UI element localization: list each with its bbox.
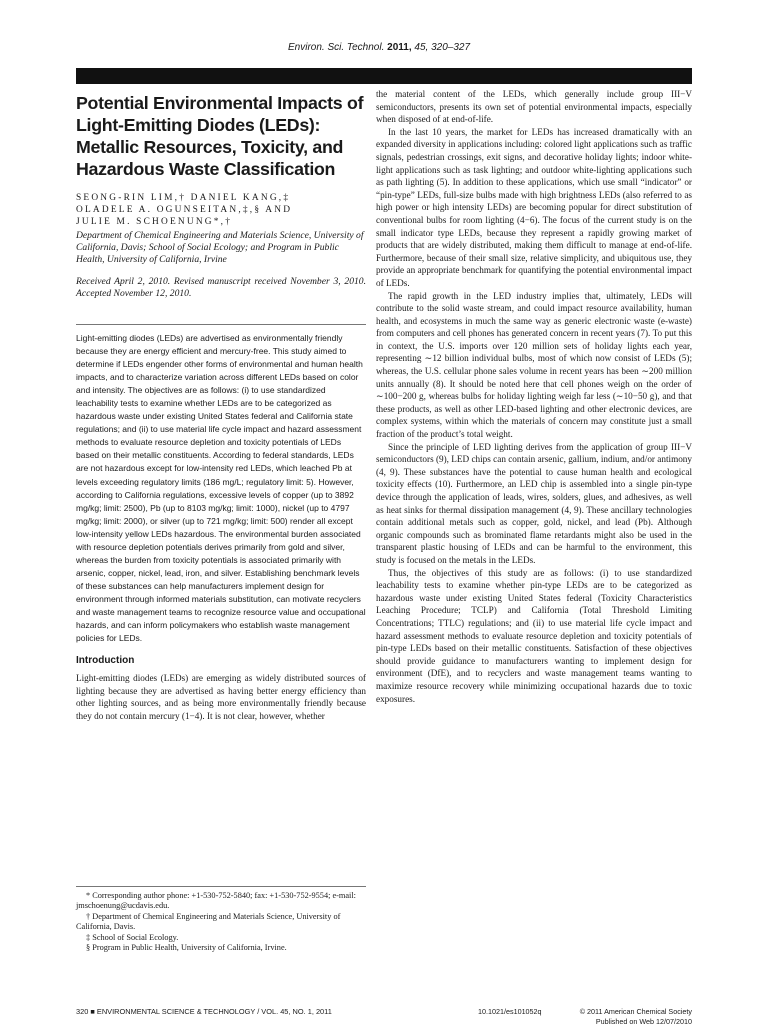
journal-name: Environ. Sci. Technol.	[288, 42, 385, 53]
footer-copyright: © 2011 American Chemical Society	[579, 1007, 692, 1016]
footer-journal-info: 320 ■ ENVIRONMENTAL SCIENCE & TECHNOLOGY / VOL. 45, NO. 1, 2011	[76, 1007, 332, 1016]
header-bar	[76, 68, 692, 84]
journal-citation	[288, 42, 470, 53]
paragraph: Light-emitting diodes (LEDs) are emerging as widely distributed sources of lighting because they are advertised as having better energy efficiency than other lighting sources, and as being more environmentally friendly because they do not contain mercury (1−4). It is not clear, however, whether	[76, 673, 366, 721]
journal-volume: 45,	[414, 42, 429, 53]
author-line: JULIE M. SCHOENUNG*,†	[76, 217, 233, 227]
abstract	[76, 332, 366, 645]
paragraph: the material content of the LEDs, which generally include group III−V semiconductors, presents its own set of potential environmental impacts, especially when disposed of at end-of-life.	[376, 89, 692, 125]
footnote-ddagger: ‡ School of Social Ecology.	[86, 932, 179, 942]
footnote-corresponding: * Corresponding author phone: +1-530-752-5840; fax: +1-530-752-9554; e-mail: jmschoenung@ucdavis.edu.	[76, 891, 356, 911]
footnote-section: § Program in Public Health, University of California, Irvine.	[86, 943, 287, 953]
footnotes	[76, 886, 366, 953]
author-list	[76, 192, 366, 228]
paragraph: Since the principle of LED lighting derives from the application of group III−V semiconductors (9), LED chips can contain arsenic, gallium, indium, and/or antimony (4, 9). These substances have the potential to cause human health and ecological toxicity effects (10). Furthermore, an LED chip is assembled into a single pin-type device through the application of leads, wires, solders, glues, and adhesives, as well as heat sinks for thermal dissipation management (4, 9). These ancillary technologies contain additional metals such as copper, gold, nickel, and lead (Pb). Although organic compounds such as brominated flame retardants might also be used in the transparent plastic housing of LEDs and can be harmful to the environment, this study is focused on the metals in the LEDs.	[376, 441, 692, 565]
article-title: Potential Environmental Impacts of Light-Emitting Diodes (LEDs): Metallic Resources, Toxicity, and Hazardous Waste Classification	[76, 93, 364, 179]
section-heading-introduction: Introduction	[76, 655, 135, 667]
footnote-dagger: † Department of Chemical Engineering and Materials Science, University of California, Davis.	[76, 911, 341, 932]
paragraph: The rapid growth in the LED industry implies that, ultimately, LEDs will contribute to the solid waste stream, and could impact resource availability, human health, and ecosystems in much the same way as generic electronic waste (e-waste) from computers and cell phones has generated concern in recent years (7). To put this in context, the U.S. imports over 120 million sets of holiday lights each year, representing ∼12 billion individual bulbs, most of which now consist of LEDs (5); whereas, the U.S. cellular phone sales volume in recent years has been ∼200 million units annually (8). It should be noted here that cell phones weigh on the order of ∼100−200 g, whereas bulbs for holiday lighting weigh far less (∼10−50 g), and that these products, as well as other LED-based lighting and other electronic devices, are complex systems, within which the materials of concern may constitute just a small fraction of the product’s total weight.	[376, 290, 692, 440]
received-dates: Received April 2, 2010. Revised manuscript received November 3, 2010. Accepted November 12, 2010.	[76, 276, 366, 299]
author-line: OLADELE A. OGUNSEITAN,‡,§ AND	[76, 205, 293, 215]
journal-pages: 320–327	[431, 42, 471, 53]
affiliation: Department of Chemical Engineering and Materials Science, University of California, Davis; School of Social Ecology; and Program in Public Health, University of California, Irvine	[76, 230, 364, 265]
left-column	[76, 92, 366, 723]
paragraph: In the last 10 years, the market for LEDs has increased dramatically with an expanded diversity in applications including: colored light applications such as traffic signals, pedestrian crossings, exit signs, and decorative holiday lights; indoor white-light applications such as task lighting; and outdoor white-lighting applications such as path lighting (5). In addition to these applications, which use small “indicator” or “pin-type” LEDs, full-size bulbs made with high brightness LEDs (also referred to as high power or high intensity LEDs) are becoming popular for direct substitution of conventional bulbs for room lighting (4−6). The focus of the current study is on the small indicator type LEDs, because they represent a rapidly growing market of products that are widely distributed, making them difficult to manage at end-of-life. Furthermore, because of their small size, relative simplicity, and ubiquitous use, they provide an appropriate benchmark for quantifying the potential environmental impact of LEDs.	[376, 126, 692, 288]
abstract-text: Light-emitting diodes (LEDs) are advertised as environmentally friendly because they are energy efficient and mercury-free. This study aimed to determine if LEDs engender other forms of environmental and human health impacts, and to characterize variation across different LEDs based on color and intensity. The objectives are as follows: (i) to use standardized leachability tests to examine whether LEDs are to be categorized as hazardous waste under existing United States federal and California state regulations; and (ii) to use material life cycle impact and hazard assessment methods to evaluate resource depletion and toxicity potentials of LEDs based on their metallic constituents. According to federal standards, LEDs are not hazardous except for low-intensity red LEDs, which leached Pb at levels exceeding regulatory limits (186 mg/L; regulatory limit: 5). However, according to California regulations, excessive levels of copper (up to 3892 mg/kg; limit: 2500), Pb (up to 8103 mg/kg; limit: 1000), nickel (up to 4797 mg/kg; limit: 2000), or silver (up to 721 mg/kg; limit: 500) render all except low-intensity yellow LEDs hazardous. The environmental burden associated with resource depletion potentials derives primarily from gold and silver, whereas the burden from toxicity potentials is associated primarily with arsenic, copper, nickel, lead, iron, and silver. Establishing benchmark levels of these substances can help manufacturers implement design for environment through informed materials substitution, can motivate recyclers and waste management teams to recognize resource value and occupational hazards, and can inform policymakers who establish waste management policies for LEDs.	[76, 333, 366, 644]
right-column	[376, 88, 692, 705]
author-line: SEONG-RIN LIM,† DANIEL KANG,‡	[76, 193, 291, 203]
footer-published: Published on Web 12/07/2010	[595, 1017, 692, 1026]
paragraph: Thus, the objectives of this study are as follows: (i) to use standardized leachability tests to examine whether pin-type LEDs are to be categorized as hazardous waste under existing United States federal (Toxicity Characteristics Leaching Procedure; TCLP) and California (Total Threshold Limiting Concentrations; TTLC) regulations; and (ii) to use material life cycle impact and hazard assessment methods to evaluate resource depletion and toxicity potentials of pin-type LEDs based on their metallic constituents. Satisfaction of these objectives should provide guidance to manufacturers wanting to implement design for environment (DfE), and to recyclers and waste management teams wanting to maximize resource recovery while minimizing occupational hazards due to toxic exposures.	[376, 567, 692, 704]
right-column-body	[376, 88, 692, 705]
divider	[76, 324, 366, 325]
footer-doi: 10.1021/es101052q	[478, 1007, 542, 1016]
introduction-body	[76, 672, 366, 722]
journal-year: 2011,	[387, 42, 412, 53]
